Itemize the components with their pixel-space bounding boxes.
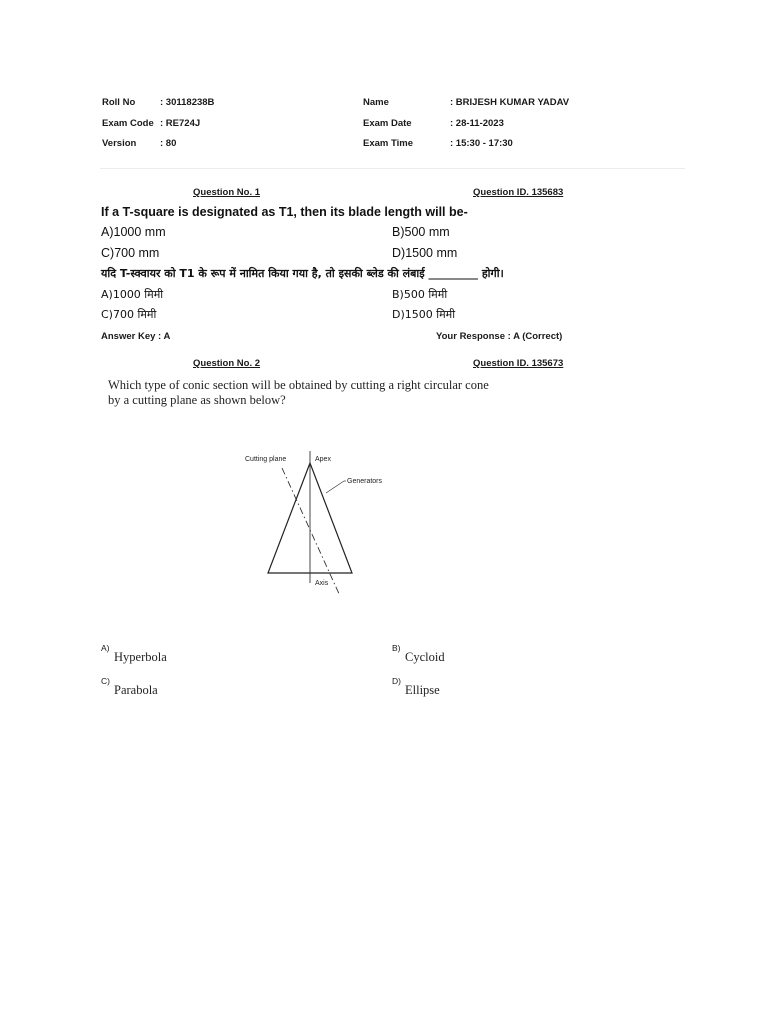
axis-label: Axis [315, 580, 329, 587]
option-d-text: Ellipse [405, 683, 440, 697]
generators-leader [326, 481, 344, 493]
header-divider [100, 168, 685, 169]
answer-key: Answer Key : A [101, 331, 171, 342]
question-number: Question No. 1 [193, 187, 261, 198]
roll-no-value: : 30118238B [160, 97, 215, 108]
generators-label: Generators [347, 478, 383, 485]
question-stem-line-1: Which type of conic section will be obtained by cutting a right circular cone [108, 378, 489, 392]
name-value: : BRIJESH KUMAR YADAV [450, 97, 570, 108]
option-a-text: Hyperbola [114, 650, 167, 664]
name-label: Name [363, 97, 389, 108]
option-c-text: Parabola [114, 683, 158, 697]
option-b-hindi: B)500 मिमी [392, 288, 448, 301]
cone-section-figure [230, 448, 410, 608]
version-value: : 80 [160, 138, 177, 149]
cutting-plane-label: Cutting plane [245, 456, 287, 463]
cutting-plane-line [282, 468, 340, 596]
option-c-letter: C) [101, 676, 110, 686]
exam-code-value: : RE724J [160, 118, 201, 129]
roll-no-label: Roll No [102, 97, 136, 108]
exam-code-label: Exam Code [102, 118, 154, 129]
option-a-hindi: A)1000 मिमी [101, 288, 164, 301]
option-b-text: Cycloid [405, 650, 445, 664]
question-id: Question ID. 135673 [473, 358, 564, 369]
option-a-letter: A) [101, 643, 110, 653]
option-d-english: D)1500 mm [392, 246, 458, 260]
option-b-english: B)500 mm [392, 225, 450, 239]
exam-time-label: Exam Time [363, 138, 413, 149]
question-stem-hindi: यदि T-स्क्वायर को T1 के रूप में नामित किया गया है, तो इसकी ब्लेड की लंबाई _________ होगी। [101, 267, 504, 280]
option-c-english: C)700 mm [101, 246, 160, 260]
apex-label: Apex [315, 456, 331, 463]
question-number: Question No. 2 [193, 358, 261, 369]
version-label: Version [102, 138, 137, 149]
option-a-english: A)1000 mm [101, 225, 166, 239]
option-d-hindi: D)1500 मिमी [392, 308, 456, 321]
exam-date-value: : 28-11-2023 [450, 118, 504, 129]
your-response: Your Response : A (Correct) [436, 331, 563, 342]
question-stem-english: If a T-square is designated as T1, then its blade length will be- [101, 205, 468, 219]
question-id: Question ID. 135683 [473, 187, 564, 198]
question-stem-line-2: by a cutting plane as shown below? [108, 393, 286, 407]
exam-date-label: Exam Date [363, 118, 412, 129]
option-b-letter: B) [392, 643, 401, 653]
exam-time-value: : 15:30 - 17:30 [450, 138, 513, 149]
option-d-letter: D) [392, 676, 401, 686]
option-c-hindi: C)700 मिमी [101, 308, 157, 321]
